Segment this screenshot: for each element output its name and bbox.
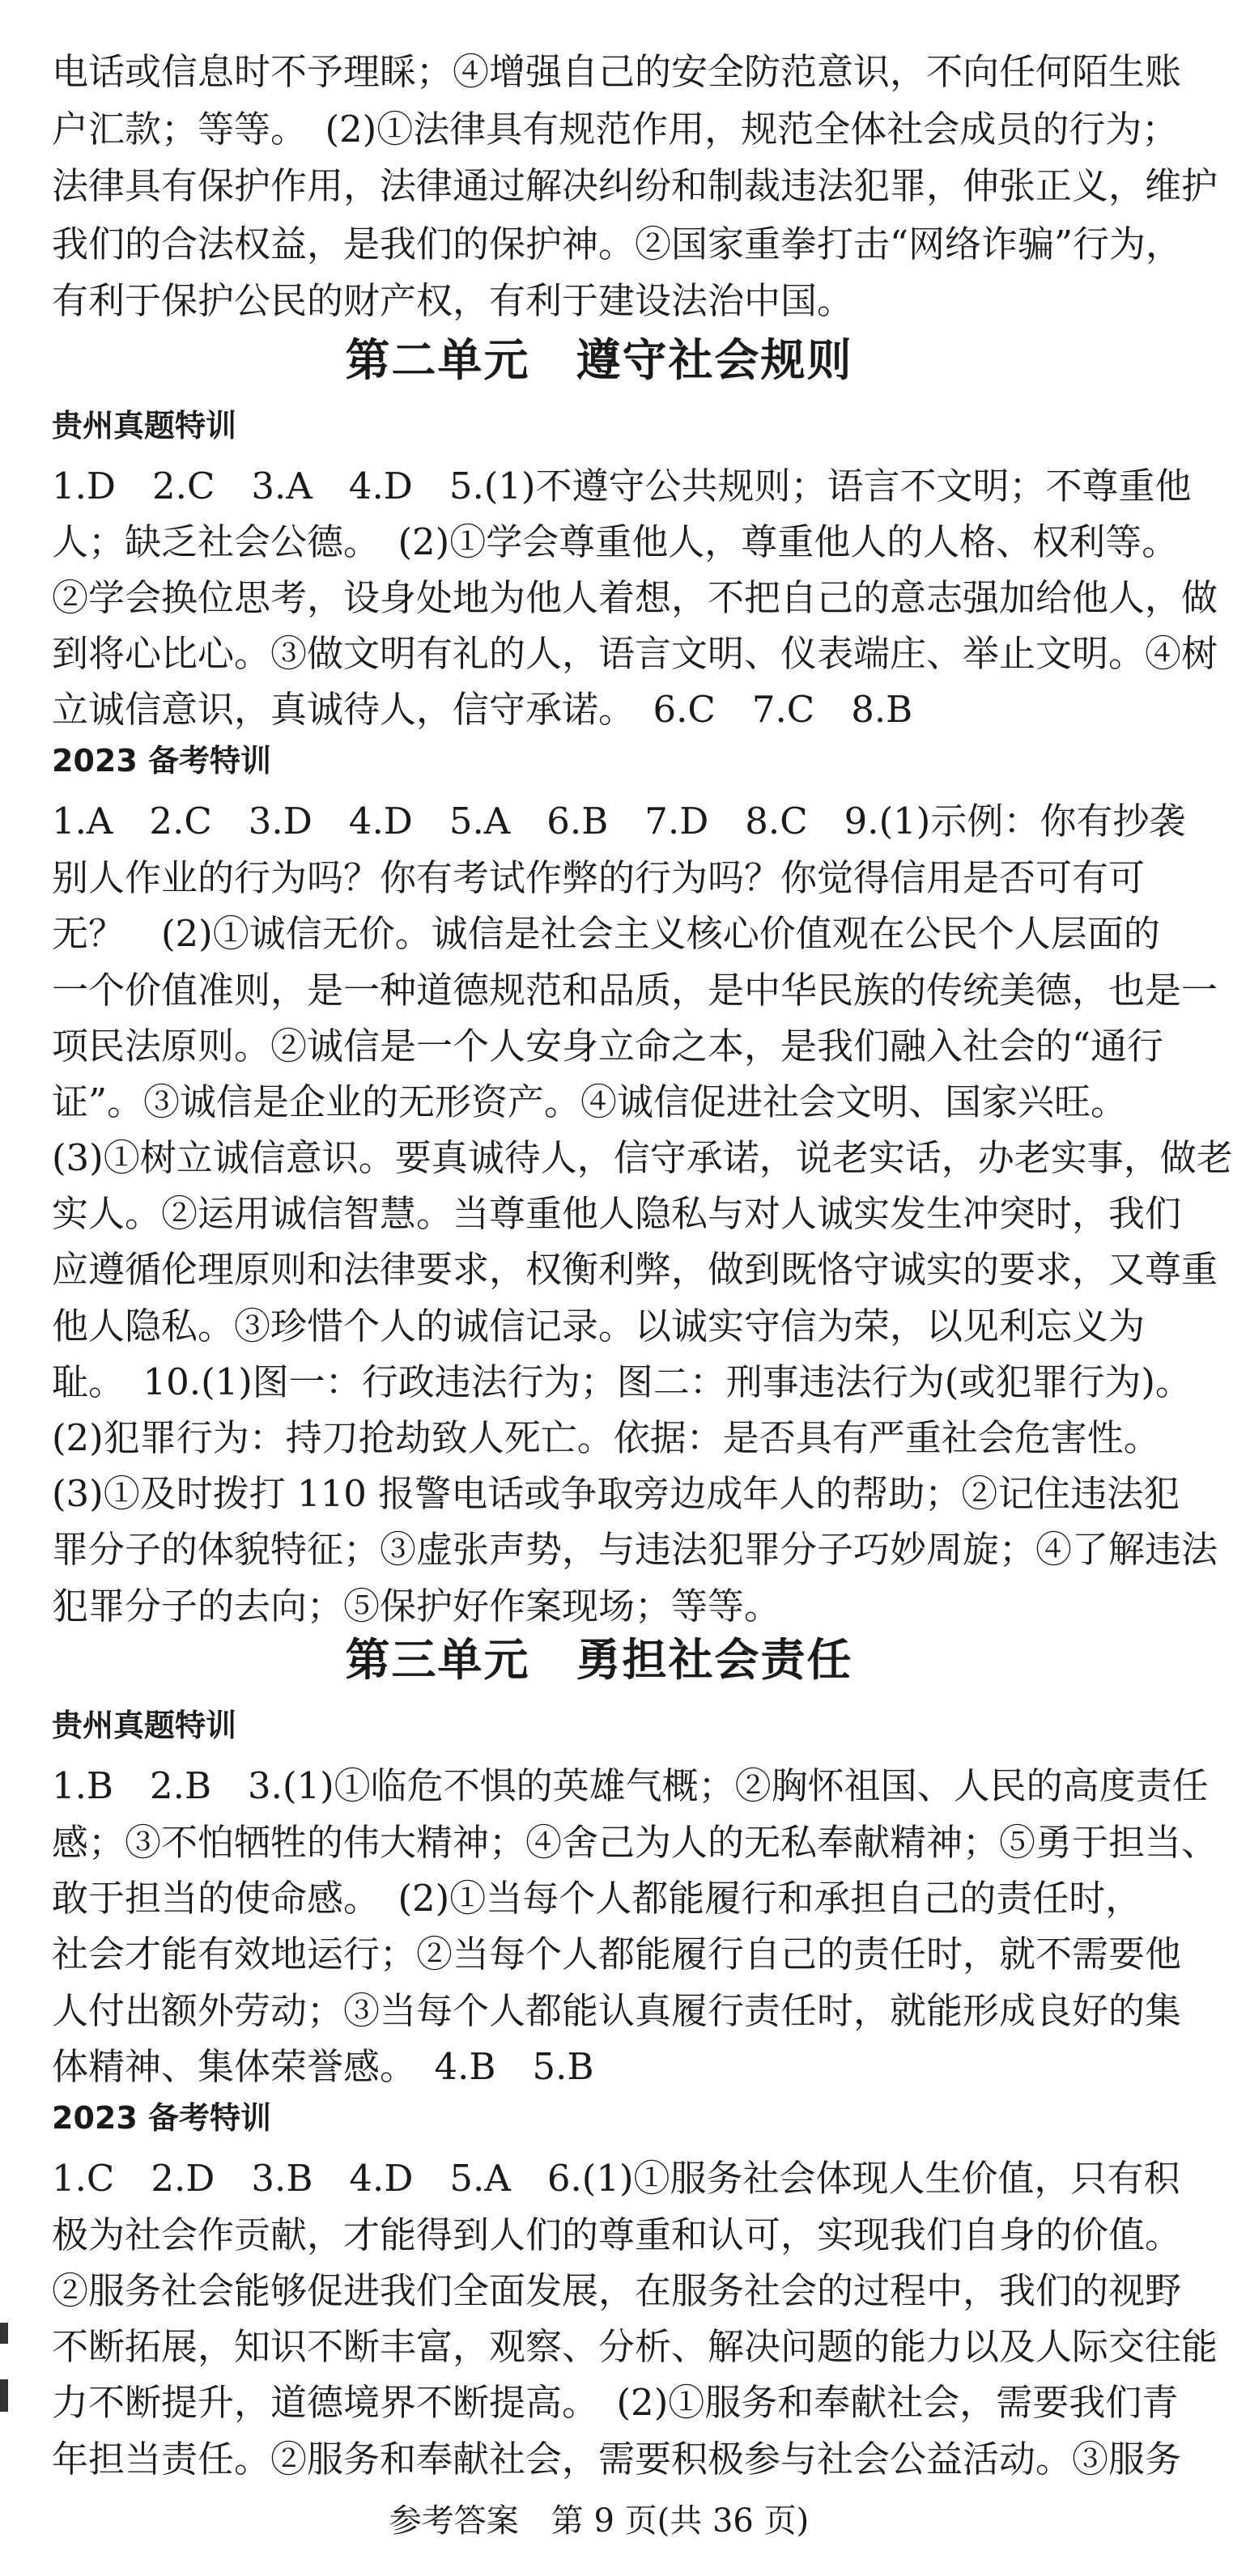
text-line: 1.C 2.D 3.B 4.D 5.A 6.(1)①服务社会体现人生价值，只有积 [52, 2157, 1180, 2200]
text-line: ②学会换位思考，设身处地为他人着想，不把自己的意志强加给他人，做 [52, 576, 1218, 619]
text-line: 户汇款；等等。 (2)①法律具有规范作用，规范全体社会成员的行为； [52, 108, 1179, 151]
text-line: 感；③不怕牺牲的伟大精神；④舍己为人的无私奉献精神；⑤勇于担当、 [52, 1821, 1218, 1864]
text-line: 立诚信意识，真诚待人，信守承诺。 6.C 7.C 8.B [52, 688, 913, 731]
text-line: 不断拓展，知识不断丰富，观察、分析、解决问题的能力以及人际交往能 [52, 2325, 1218, 2368]
unit-2-prep-heading: 2023 备考特训 [52, 743, 271, 779]
scan-edge-mark [0, 2379, 8, 2412]
text-line: 极为社会作贡献，才能得到人们的尊重和认可，实现我们自身的价值。 [52, 2213, 1182, 2256]
unit-3-prep-heading: 2023 备考特训 [52, 2100, 271, 2136]
text-line: 罪分子的体貌特征；③虚张声势，与违法犯罪分子巧妙周旋；④了解违法 [52, 1528, 1218, 1571]
text-line: 犯罪分子的去向；⑤保护好作案现场；等等。 [52, 1585, 781, 1628]
unit-3-title: 第三单元 勇担社会责任 [345, 1634, 853, 1686]
text-line: 实人。②运用诚信智慧。当尊重他人隐私与对人诚实发生冲突时，我们 [52, 1192, 1182, 1235]
text-line: 体精神、集体荣誉感。 4.B 5.B [52, 2045, 594, 2088]
text-line: 年担当责任。②服务和奉献社会，需要积极参与社会公益活动。③服务 [52, 2438, 1182, 2481]
text-line: 别人作业的行为吗？你有考试作弊的行为吗？你觉得信用是否可有可 [52, 856, 1146, 899]
text-line: 1.A 2.C 3.D 4.D 5.A 6.B 7.D 8.C 9.(1)示例：你有抄袭 [52, 800, 1186, 842]
text-line: 敢于担当的使命感。 (2)①当每个人都能履行和承担自己的责任时， [52, 1877, 1142, 1920]
unit-3-guizhou-heading: 贵州真题特训 [52, 1708, 237, 1743]
unit-2-title: 第二单元 遵守社会规则 [345, 334, 853, 386]
text-line: 法律具有保护作用，法律通过解决纠纷和制裁违法犯罪，伸张正义，维护 [52, 164, 1218, 207]
page-footer: 参考答案 第 9 页(共 36 页) [389, 2502, 810, 2540]
text-line: 项民法原则。②诚信是一个人安身立命之本，是我们融入社会的“通行 [52, 1025, 1164, 1067]
text-line: 耻。 10.(1)图一：行政违法行为；图二：刑事违法行为(或犯罪行为)。 [52, 1360, 1192, 1403]
text-line: 1.D 2.C 3.A 4.D 5.(1)不遵守公共规则；语言不文明；不尊重他 [52, 465, 1192, 507]
text-line: 他人隐私。③珍惜个人的诚信记录。以诚实守信为荣，以见利忘义为 [52, 1305, 1146, 1347]
text-line: 人付出额外劳动；③当每个人都能认真履行责任时，就能形成良好的集 [52, 1989, 1182, 2032]
text-line: (3)①树立诚信意识。要真诚待人，信守承诺，说老实话，办老实事，做老 [52, 1136, 1233, 1179]
text-line: 电话或信息时不予理睬；④增强自己的安全防范意识，不向任何陌生账 [52, 50, 1182, 93]
scan-edge-mark [0, 2323, 8, 2344]
text-line: 无？ (2)①诚信无价。诚信是社会主义核心价值观在公民个人层面的 [52, 912, 1160, 955]
text-line: (2)犯罪行为：持刀抢劫致人死亡。依据：是否具有严重社会危害性。 [52, 1416, 1160, 1459]
text-line: 一个价值准则，是一种道德规范和品质，是中华民族的传统美德，也是一 [52, 969, 1218, 1012]
text-line: 1.B 2.B 3.(1)①临危不惧的英雄气概；②胸怀祖国、人民的高度责任 [52, 1764, 1209, 1807]
text-line: 应遵循伦理原则和法律要求，权衡利弊，做到既恪守诚实的要求，又尊重 [52, 1248, 1218, 1291]
text-line: 到将心比心。③做文明有礼的人，语言文明、仪表端庄、举止文明。④树 [52, 632, 1218, 675]
text-line: 人；缺乏社会公德。 (2)①学会尊重他人，尊重他人的人格、权利等。 [52, 520, 1179, 563]
text-line: (3)①及时拨打 110 报警电话或争取旁边成年人的帮助；②记住违法犯 [52, 1472, 1180, 1515]
text-line: 我们的合法权益，是我们的保护神。②国家重拳打击“网络诈骗”行为， [52, 223, 1183, 265]
text-line: 证”。③诚信是企业的无形资产。④诚信促进社会文明、国家兴旺。 [52, 1080, 1128, 1123]
text-line: 有利于保护公民的财产权，有利于建设法治中国。 [52, 279, 854, 322]
text-line: 社会才能有效地运行；②当每个人都能履行自己的责任时，就不需要他 [52, 1933, 1182, 1975]
text-line: ②服务社会能够促进我们全面发展，在服务社会的过程中，我们的视野 [52, 2269, 1182, 2312]
text-line: 力不断提升，道德境界不断提高。 (2)①服务和奉献社会，需要我们青 [52, 2381, 1179, 2424]
unit-2-guizhou-heading: 贵州真题特训 [52, 408, 237, 443]
